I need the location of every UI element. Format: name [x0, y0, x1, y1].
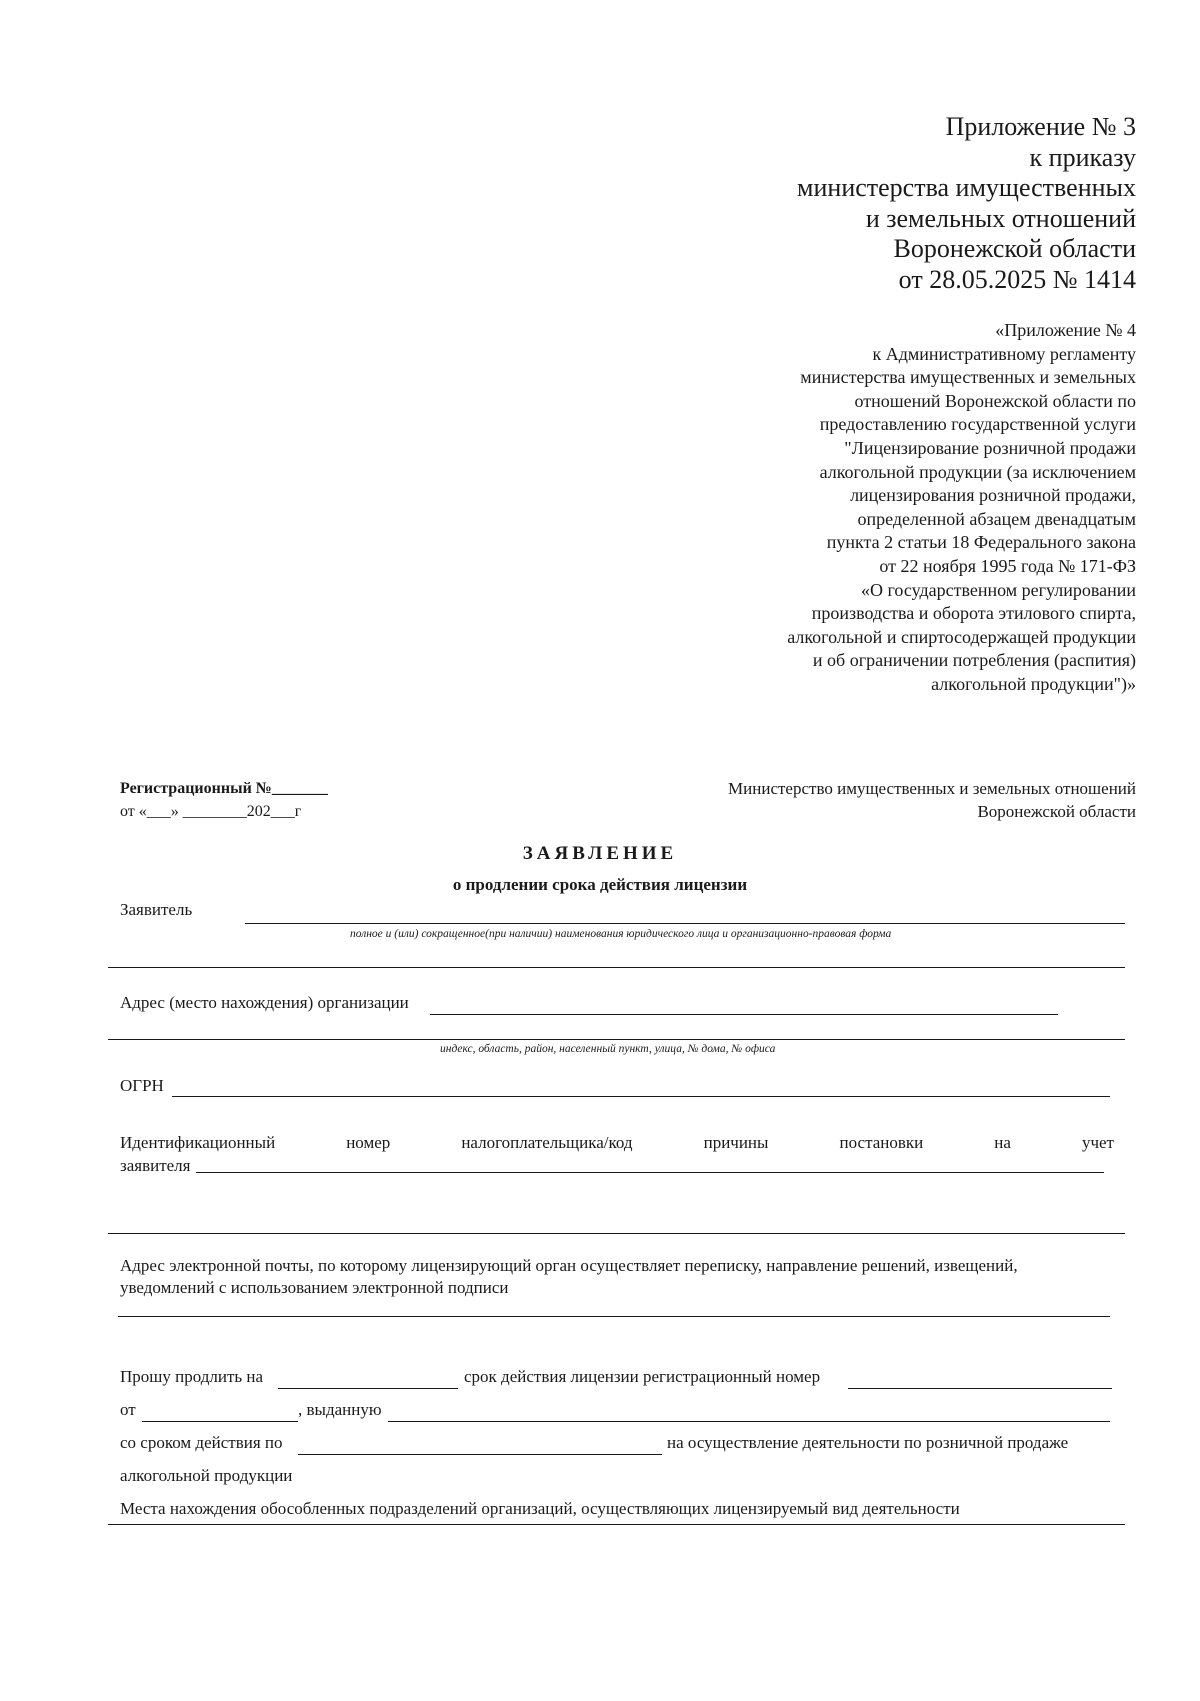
registration-number: Регистрационный №_______ — [120, 780, 328, 797]
from-label: от — [120, 1400, 136, 1419]
annex-4-line: предоставлению государственной услуги — [819, 414, 1136, 435]
inn-word: на — [994, 1133, 1011, 1152]
applicant-field-line-2[interactable] — [108, 967, 1125, 968]
inn-word: постановки — [839, 1133, 924, 1152]
registration-block — [120, 777, 328, 823]
inn-field-line-2[interactable] — [108, 1233, 1125, 1234]
annex-3-line: и земельных отношений — [865, 203, 1136, 233]
addressee-line-2: Воронежской области — [977, 802, 1136, 821]
license-number-field[interactable] — [848, 1388, 1112, 1389]
annex-4-header — [787, 319, 1136, 697]
applicant-label: Заявитель — [120, 900, 193, 919]
extend-middle: срок действия лицензии регистрационный номер — [464, 1367, 821, 1386]
locations-field[interactable] — [108, 1524, 1125, 1525]
inn-word: налогоплательщика/код — [461, 1133, 633, 1152]
annex-4-line: и об ограничении потребления (распития) — [812, 650, 1136, 671]
inn-word: номер — [346, 1133, 391, 1152]
annex-3-line: к приказу — [1029, 142, 1136, 172]
issued-by-field[interactable] — [388, 1421, 1110, 1422]
addressee-line-1: Министерство имущественных и земельных отношений — [728, 779, 1136, 798]
license-date-field[interactable] — [142, 1421, 298, 1422]
annex-3-line: Воронежской области — [893, 234, 1136, 264]
inn-field[interactable] — [196, 1172, 1104, 1173]
annex-4-line: министерства имущественных и земельных — [800, 367, 1136, 388]
annex-3-line: от 28.05.2025 № 1414 — [898, 264, 1136, 294]
term-suffix: на осуществление деятельности по розничной продаже — [667, 1433, 1069, 1452]
addressee-block — [728, 777, 1136, 823]
ogrn-field[interactable] — [172, 1096, 1110, 1097]
annex-4-line: алкогольной продукции (за исключением — [819, 461, 1136, 482]
annex-4-line: «Приложение № 4 — [995, 320, 1136, 340]
annex-4-line: к Административному регламенту — [872, 343, 1136, 364]
email-label-line-2: уведомлений с использованием электронной подписи — [120, 1278, 509, 1297]
inn-word: учет — [1081, 1133, 1114, 1152]
issued-label: , выданную — [298, 1400, 382, 1419]
registration-date: от «___» ________202___г — [120, 803, 302, 820]
alcohol-line: алкогольной продукции — [120, 1466, 293, 1485]
annex-4-line: производства и оборота этилового спирта, — [811, 603, 1136, 624]
annex-3-line: министерства имущественных — [797, 173, 1136, 203]
address-hint: индекс, область, район, населенный пункт, улица, № дома, № офиса — [440, 1043, 776, 1055]
annex-4-line: пункта 2 статьи 18 Федерального закона — [826, 532, 1136, 553]
annex-4-line: алкогольной продукции")» — [931, 673, 1136, 694]
form-subtitle: о продлении срока действия лицензии — [452, 875, 748, 894]
locations-label: Места нахождения обособленных подразделений организаций, осуществляющих лицензируемый вид деятельности — [120, 1499, 960, 1518]
annex-4-line: алкогольной и спиртосодержащей продукции — [787, 626, 1136, 647]
applicant-hint: полное и (или) сокращенное(при наличии) наименования юридического лица и организационно-правовая форма — [350, 928, 892, 940]
annex-4-line: от 22 ноября 1995 года № 171-ФЗ — [879, 555, 1136, 576]
inn-label-line-2: заявителя — [120, 1156, 191, 1175]
annex-4-line: определенной абзацем двенадцатым — [857, 508, 1136, 529]
term-label: со сроком действия по — [120, 1433, 283, 1452]
applicant-field[interactable] — [245, 923, 1125, 924]
email-label-line-1: Адрес электронной почты, по которому лицензирующий орган осуществляет переписку, направление решений, извещений, — [120, 1256, 1018, 1275]
form-title: ЗАЯВЛЕНИЕ — [522, 843, 678, 864]
address-label: Адрес (место нахождения) организации — [120, 993, 409, 1012]
email-field[interactable] — [118, 1316, 1110, 1317]
extend-term-field[interactable] — [278, 1388, 458, 1389]
annex-4-line: отношений Воронежской области по — [854, 390, 1136, 411]
annex-4-line: «О государственном регулировании — [860, 579, 1136, 600]
extend-prefix: Прошу продлить на — [120, 1367, 264, 1386]
annex-3-line: Приложение № 3 — [945, 112, 1136, 141]
ogrn-label: ОГРН — [120, 1076, 164, 1095]
address-field[interactable] — [430, 1014, 1058, 1015]
annex-4-line: "Лицензирование розничной продажи — [844, 437, 1136, 458]
inn-word: причины — [703, 1133, 769, 1152]
inn-word: Идентификационный — [120, 1133, 276, 1152]
address-field-line-2[interactable] — [108, 1039, 1125, 1040]
annex-3-header — [797, 112, 1136, 296]
annex-4-line: лицензирования розничной продажи, — [850, 485, 1136, 506]
term-field[interactable] — [298, 1454, 662, 1455]
inn-label-row — [120, 1133, 1114, 1153]
